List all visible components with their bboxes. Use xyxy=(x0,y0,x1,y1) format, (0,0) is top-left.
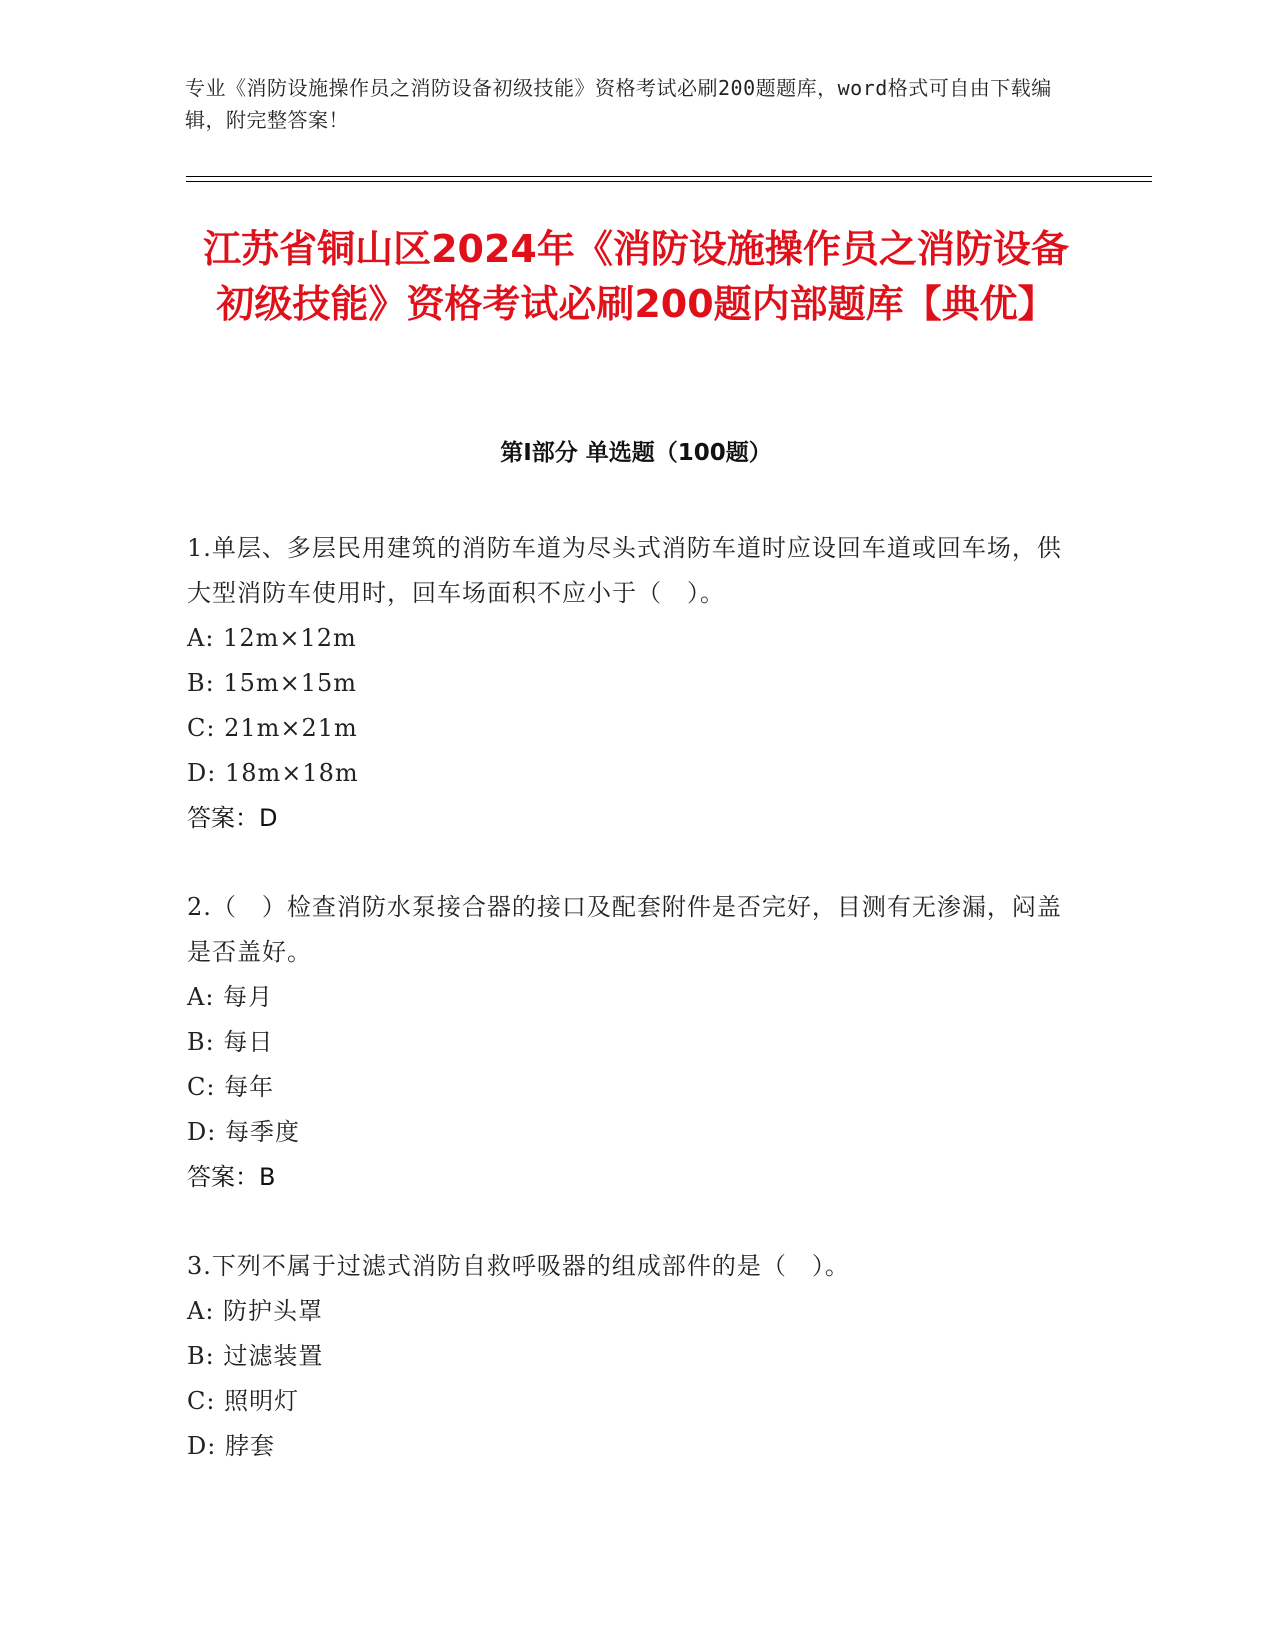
question-stem: 1.单层、多层民用建筑的消防车道为尽头式消防车道时应设回车道或回车场，供大型消防车使用时，回车场面积不应小于（ ）。 xyxy=(187,534,1062,607)
question-2 xyxy=(187,885,1077,1200)
question-stem: 2.（ ）检查消防水泵接合器的接口及配套附件是否完好，目测有无渗漏，闷盖是否盖好。 xyxy=(187,893,1062,966)
option-a: A: 防护头罩 xyxy=(187,1297,324,1325)
option-a: A: 12m×12m xyxy=(187,624,357,652)
option-d: D: 18m×18m xyxy=(187,759,359,787)
question-1 xyxy=(187,526,1077,841)
option-d: D: 每季度 xyxy=(187,1118,300,1146)
header-note: 专业《消防设施操作员之消防设备初级技能》资格考试必刷200题题库，word格式可自由下载编辑，附完整答案！ xyxy=(185,76,1052,132)
section-heading: 第I部分 单选题（100题） xyxy=(500,440,772,466)
option-b: B: 每日 xyxy=(187,1028,274,1056)
question-3 xyxy=(187,1244,1077,1469)
header-divider-bottom xyxy=(186,181,1152,182)
question-stem: 3.下列不属于过滤式消防自救呼吸器的组成部件的是（ ）。 xyxy=(187,1252,850,1280)
option-d: D: 脖套 xyxy=(187,1432,275,1460)
option-b: B: 过滤装置 xyxy=(187,1342,324,1370)
option-c: C: 照明灯 xyxy=(187,1387,300,1415)
option-a: A: 每月 xyxy=(187,983,274,1011)
question-list xyxy=(187,526,1077,1513)
answer: 答案：D xyxy=(187,804,278,832)
option-c: C: 每年 xyxy=(187,1073,275,1101)
option-b: B: 15m×15m xyxy=(187,669,358,697)
option-c: C: 21m×21m xyxy=(187,714,358,742)
document-title: 江苏省铜山区2024年《消防设施操作员之消防设备初级技能》资格考试必刷200题内部题库【典优】 xyxy=(203,227,1069,326)
header-divider-top xyxy=(186,176,1152,177)
answer: 答案：B xyxy=(187,1163,276,1191)
